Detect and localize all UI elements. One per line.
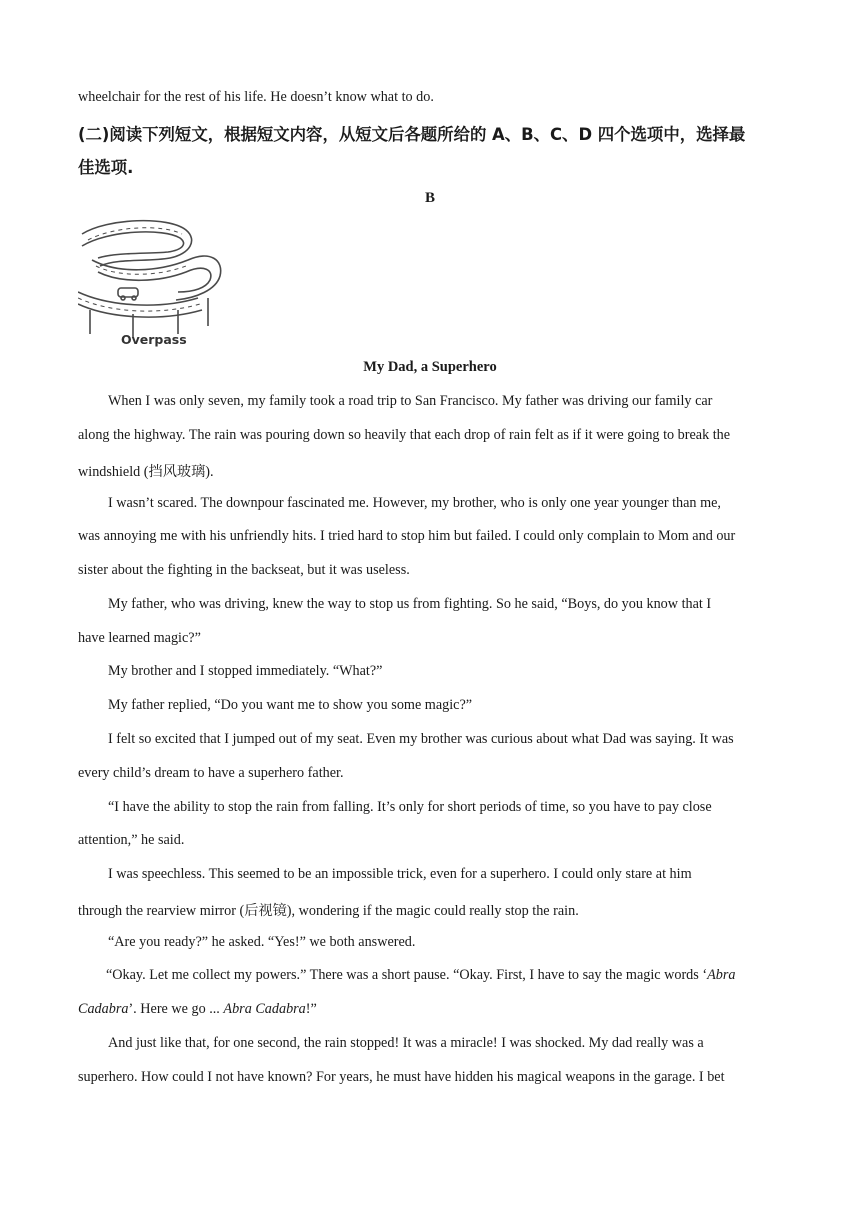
paragraph-line: along the highway. The rain was pouring down so heavily that each drop of rain felt as if it were going to break the — [78, 427, 731, 443]
section-heading-line2: 佳选项. — [78, 158, 134, 177]
paragraph-line: windshield (挡风玻璃). — [78, 464, 214, 480]
paragraph-line: was annoying me with his unfriendly hits. I tried hard to stop him but failed. I could only complain to Mom and our — [78, 528, 736, 544]
magic-words: Abra — [707, 967, 736, 983]
paragraph-line: I wasn’t scared. The downpour fascinated me. However, my brother, who is only one year younger than me, — [108, 495, 721, 511]
paragraph-line: “Are you ready?” he asked. “Yes!” we both answered. — [108, 934, 416, 950]
paragraph-line: “I have the ability to stop the rain from falling. It’s only for short periods of time, so you have to pay close — [108, 799, 712, 815]
magic-words: Cadabra — [78, 1001, 129, 1017]
intro-line: wheelchair for the rest of his life. He doesn’t know what to do. — [78, 89, 434, 105]
section-heading-line1: (二)阅读下列短文，根据短文内容，从短文后各题所给的 A、B、C、D 四个选项中，选择最 — [78, 125, 746, 144]
article-title: My Dad, a Superhero — [363, 359, 497, 375]
paragraph-line: sister about the fighting in the backseat, but it was useless. — [78, 562, 410, 578]
magic-words: Abra Cadabra — [223, 1001, 306, 1017]
text-span: !” — [305, 1001, 317, 1017]
paragraph-line — [78, 1001, 317, 1018]
paragraph-line — [106, 967, 735, 984]
text-span: ’. Here we go ... — [128, 1001, 224, 1017]
section-letter: B — [424, 190, 435, 206]
paragraph-line: through the rearview mirror (后视镜), wondering if the magic could really stop the rain. — [78, 903, 579, 919]
paragraph-line: I felt so excited that I jumped out of my seat. Even my brother was curious about what Dad was saying. It was — [108, 731, 734, 747]
paragraph-line: When I was only seven, my family took a road trip to San Francisco. My father was driving our family car — [108, 393, 713, 409]
paragraph-line: My father replied, “Do you want me to show you some magic?” — [108, 697, 473, 713]
paragraph-line: every child’s dream to have a superhero father. — [78, 765, 344, 781]
paragraph-line: attention,” he said. — [78, 832, 185, 848]
paragraph-line: My father, who was driving, knew the way to stop us from fighting. So he said, “Boys, do you know that I — [108, 596, 712, 612]
paragraph-line: superhero. How could I not have known? For years, he must have hidden his magical weapons in the garage. I bet — [78, 1069, 725, 1085]
text-span: “Okay. Let me collect my powers.” There was a short pause. “Okay. First, I have to say the magic words ‘ — [106, 967, 708, 983]
paragraph-line: I was speechless. This seemed to be an impossible trick, even for a superhero. I could only stare at him — [108, 866, 692, 882]
overpass-illustration — [78, 214, 228, 350]
paragraph-line: My brother and I stopped immediately. “What?” — [108, 663, 383, 679]
figure-caption: Overpass — [121, 332, 187, 347]
paragraph-line: And just like that, for one second, the rain stopped! It was a miracle! I was shocked. My dad really was a — [108, 1035, 704, 1051]
paragraph-line: have learned magic?” — [78, 630, 201, 646]
